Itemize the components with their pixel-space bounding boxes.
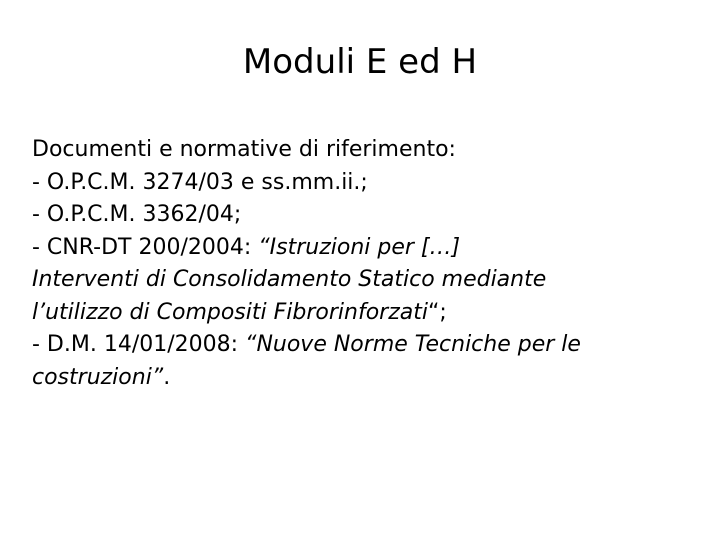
- reference-item-dm-line-2: [32, 362, 702, 395]
- cnr-dt-quote-part-3: l’utilizzo di Compositi Fibrorinforzati: [32, 299, 428, 325]
- cnr-dt-suffix: “;: [427, 299, 447, 325]
- dm-prefix: - D.M. 14/01/2008:: [32, 332, 246, 357]
- dm-quote-part-2: costruzioni”: [32, 364, 164, 390]
- reference-item-opcm-3362: - O.P.C.M. 3362/04;: [32, 202, 242, 227]
- slide-body: [32, 134, 702, 394]
- reference-item-cnr-dt-line-3: [32, 297, 702, 330]
- dm-suffix: .: [163, 364, 171, 390]
- reference-item-cnr-dt-line-1: [32, 232, 702, 265]
- reference-item-dm-line-1: [32, 329, 702, 362]
- reference-item-cnr-dt-line-2: Interventi di Consolidamento Statico mediante: [32, 267, 547, 292]
- dm-quote-part-1: “Nuove Norme Tecniche per le: [245, 332, 581, 357]
- cnr-dt-prefix: - CNR-DT 200/2004:: [32, 234, 259, 260]
- reference-item-opcm-3274: - O.P.C.M. 3274/03 e ss.mm.ii.;: [32, 169, 368, 195]
- intro-line: Documenti e normative di riferimento:: [32, 137, 456, 162]
- slide-title: Moduli E ed H: [242, 42, 478, 82]
- cnr-dt-quote-part-1: “Istruzioni per […]: [258, 234, 461, 260]
